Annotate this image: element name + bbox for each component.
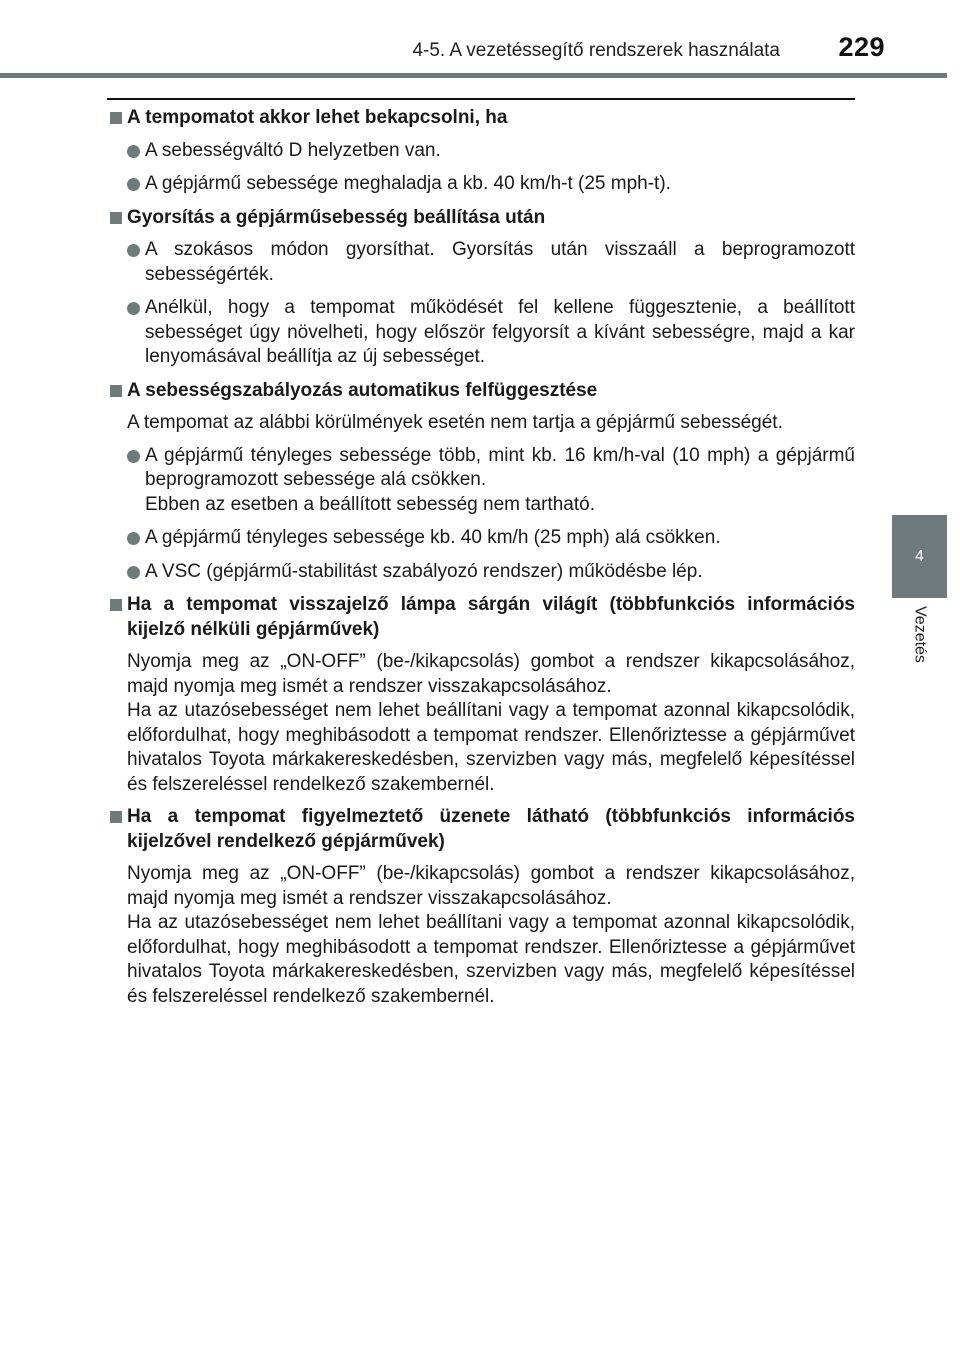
square-bullet-icon [110, 212, 122, 224]
heading-text: A sebességszabályozás automatikus felfüggesztése [127, 379, 598, 401]
section-heading [107, 805, 855, 854]
heading-text: A tempomatot akkor lehet bekapcsolni, ha [127, 107, 508, 128]
list-item [107, 139, 855, 164]
list-item-text: A VSC (gépjármű-stabilitást szabályozó rendszer) működésbe lép. [145, 560, 703, 582]
round-bullet-icon [127, 145, 140, 158]
heading-text: Gyorsítás a gépjárműsebesség beállítása után [127, 206, 546, 228]
square-bullet-icon [110, 811, 122, 823]
section-indicator-lamp [107, 593, 855, 797]
heading-text: Ha a tempomat figyelmeztető üzenete látható (többfunkciós információs kijelzővel rendelkező gépjárművek) [127, 806, 855, 852]
section-intro: A tempomat az alábbi körülmények esetén nem tartja a gépjármű sebességét. [127, 412, 783, 433]
page-number: 229 [838, 32, 885, 62]
list-item [107, 526, 855, 551]
section-paragraph: Nyomja meg az „ON-OFF” (be-/kikapcsolás) gombot a rendszer kikapcsolásához, majd nyomja meg ismét a rendszer visszakapcsolásához. Ha az utazósebességet nem lehet beállítani vagy a tempomat azonnal kikapcsolódik, előfordulhat, hogy meghibásodott a tempomat rendszer. Ellenőriztesse a gépjárművet hivatalos Toyota márkakereskedésben, szervizben vagy más, megfelelő képesítéssel és felszereléssel rendelkező szakembernél. [127, 651, 855, 795]
page-content [107, 106, 855, 1017]
section-heading [107, 593, 855, 642]
section-acceleration [107, 206, 855, 370]
section-heading [107, 206, 855, 231]
square-bullet-icon [110, 599, 122, 611]
round-bullet-icon [127, 178, 140, 191]
header-rule [0, 73, 947, 78]
content-top-rule [107, 98, 855, 100]
list-item [107, 296, 855, 370]
chapter-tab [892, 515, 947, 598]
list-item-text: A gépjármű tényleges sebessége több, mint kb. 16 km/h-val (10 mph) a gépjármű beprogramozott sebessége alá csökken. Ebben az esetben a beállított sebesség nem tartható. [145, 444, 855, 515]
list-item-text: A sebességváltó D helyzetben van. [145, 139, 441, 161]
page-header [0, 0, 960, 80]
round-bullet-icon [127, 566, 140, 579]
list-item-text: A gépjármű sebessége meghaladja a kb. 40 km/h-t (25 mph-t). [145, 173, 671, 194]
list-item-text: A gépjármű tényleges sebessége kb. 40 km/h (25 mph) alá csökken. [145, 527, 721, 548]
section-warning-message [107, 805, 855, 1009]
square-bullet-icon [110, 385, 122, 397]
section-automatic-cancel [107, 379, 855, 585]
chapter-number: 4 [915, 547, 924, 565]
section-activation-conditions [107, 106, 855, 197]
chapter-label: Vezetés [911, 606, 929, 663]
round-bullet-icon [127, 302, 140, 315]
section-paragraph: Nyomja meg az „ON-OFF” (be-/kikapcsolás) gombot a rendszer kikapcsolásához, majd nyomja meg ismét a rendszer visszakapcsolásához. Ha az utazósebességet nem lehet beállítani vagy a tempomat azonnal kikapcsolódik, előfordulhat, hogy meghibásodott a tempomat rendszer. Ellenőriztesse a gépjárművet hivatalos Toyota márkakereskedésben, szervizben vagy más, megfelelő képesítéssel és felszereléssel rendelkező szakembernél. [127, 863, 855, 1007]
round-bullet-icon [127, 532, 140, 545]
list-item [107, 238, 855, 287]
section-heading [107, 379, 855, 404]
list-item [107, 172, 855, 197]
list-item [107, 560, 855, 585]
list-item [107, 444, 855, 518]
round-bullet-icon [127, 450, 140, 463]
chapter-label-box [892, 598, 947, 698]
section-heading [107, 106, 855, 131]
list-item-text: Anélkül, hogy a tempomat működését fel kellene függesztenie, a beállított sebességet úgy növelheti, hogy először felgyorsít a kívánt sebességre, majd a kar lenyomásával beállítja az új sebességet. [145, 297, 855, 367]
round-bullet-icon [127, 244, 140, 257]
heading-text: Ha a tempomat visszajelző lámpa sárgán világít (többfunkciós információs kijelző nélküli gépjárművek) [127, 594, 855, 640]
square-bullet-icon [110, 112, 122, 124]
section-title: 4-5. A vezetéssegítő rendszerek használata [412, 40, 780, 61]
list-item-text: A szokásos módon gyorsíthat. Gyorsítás után visszaáll a beprogramozott sebességérték. [145, 239, 855, 285]
